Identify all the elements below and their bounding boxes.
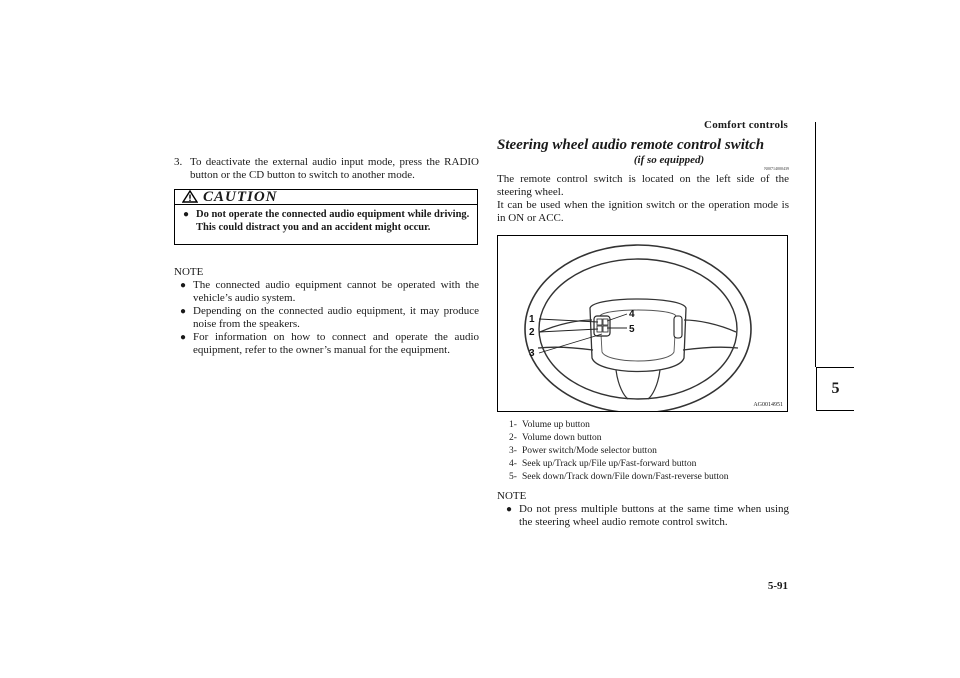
callout-3: 3 (529, 348, 535, 359)
note-item-text: The connected audio equipment cannot be operated with the vehicle’s audio system. (193, 279, 479, 304)
caution-line-1: Do not operate the connected audio equipment while driving. (196, 209, 470, 220)
callout-4: 4 (629, 309, 635, 320)
note-list (497, 503, 789, 529)
legend-number: 2- (509, 433, 517, 443)
step-text: To deactivate the external audio input mode, press the RADIO button or the CD button to switch to another mode. (190, 156, 479, 181)
caution-header (175, 190, 477, 205)
chapter-tab: 5 (816, 367, 854, 411)
step-number: 3. (174, 156, 183, 168)
warning-triangle-icon (182, 190, 198, 203)
bullet-icon: ● (506, 504, 513, 515)
legend-number: 4- (509, 459, 517, 469)
legend-item (509, 471, 789, 484)
left-step (174, 156, 479, 182)
step-3 (174, 156, 479, 182)
legend-item (509, 458, 789, 471)
bullet-icon: ● (180, 332, 187, 343)
figure-legend (509, 419, 789, 484)
section-subtitle: (if so equipped) (633, 154, 705, 166)
caution-line-2: This could distract you and an accident might occur. (196, 222, 431, 233)
legend-number: 5- (509, 472, 517, 482)
legend-number: 3- (509, 446, 517, 456)
legend-text: Volume up button (522, 420, 590, 430)
steering-wheel-figure (497, 235, 788, 412)
legend-text: Volume down button (522, 433, 602, 443)
figure-code: AG0014951 (753, 402, 783, 408)
legend-text: Power switch/Mode selector button (522, 446, 657, 456)
paragraph-operation: It can be used when the ignition switch or the operation mode is in ON or ACC. (497, 199, 789, 224)
paragraph-location: The remote control switch is located on the left side of the steering wheel. (497, 173, 789, 198)
callout-1: 1 (529, 314, 535, 325)
document-code: N00714000439 (764, 166, 789, 171)
note-label: NOTE (174, 266, 204, 278)
legend-text: Seek up/Track up/File up/Fast-forward button (522, 459, 697, 469)
note-item (506, 503, 789, 529)
section-title: Steering wheel audio remote control switch (497, 137, 765, 153)
note-item-text: Do not press multiple buttons at the same time when using the steering wheel audio remote control switch. (519, 503, 789, 528)
bullet-icon: ● (183, 209, 190, 220)
tab-divider-line (815, 122, 816, 367)
note-list (174, 279, 479, 357)
legend-number: 1- (509, 420, 517, 430)
caution-item (183, 208, 473, 234)
bullet-icon: ● (180, 280, 187, 291)
caution-title: CAUTION (203, 188, 278, 205)
caution-box (174, 189, 478, 245)
callout-2: 2 (529, 327, 535, 338)
bullet-icon: ● (180, 306, 187, 317)
note-item (180, 331, 479, 357)
right-section (497, 137, 789, 225)
note-item-text: Depending on the connected audio equipment, it may produce noise from the speakers. (193, 305, 479, 330)
legend-item (509, 419, 789, 432)
steering-wheel-illustration (498, 236, 787, 411)
note-item (180, 305, 479, 331)
legend-text: Seek down/Track down/File down/Fast-reverse button (522, 472, 729, 482)
note-label: NOTE (497, 490, 527, 502)
note-item-text: For information on how to connect and operate the audio equipment, refer to the owner’s manual for the equipment. (193, 331, 479, 356)
callout-5: 5 (629, 324, 635, 335)
left-note (174, 266, 479, 357)
right-note (497, 490, 789, 529)
note-item (180, 279, 479, 305)
legend-item (509, 432, 789, 445)
legend-item (509, 445, 789, 458)
page-header-title: Comfort controls (704, 119, 788, 131)
page-number: 5-91 (767, 580, 788, 592)
